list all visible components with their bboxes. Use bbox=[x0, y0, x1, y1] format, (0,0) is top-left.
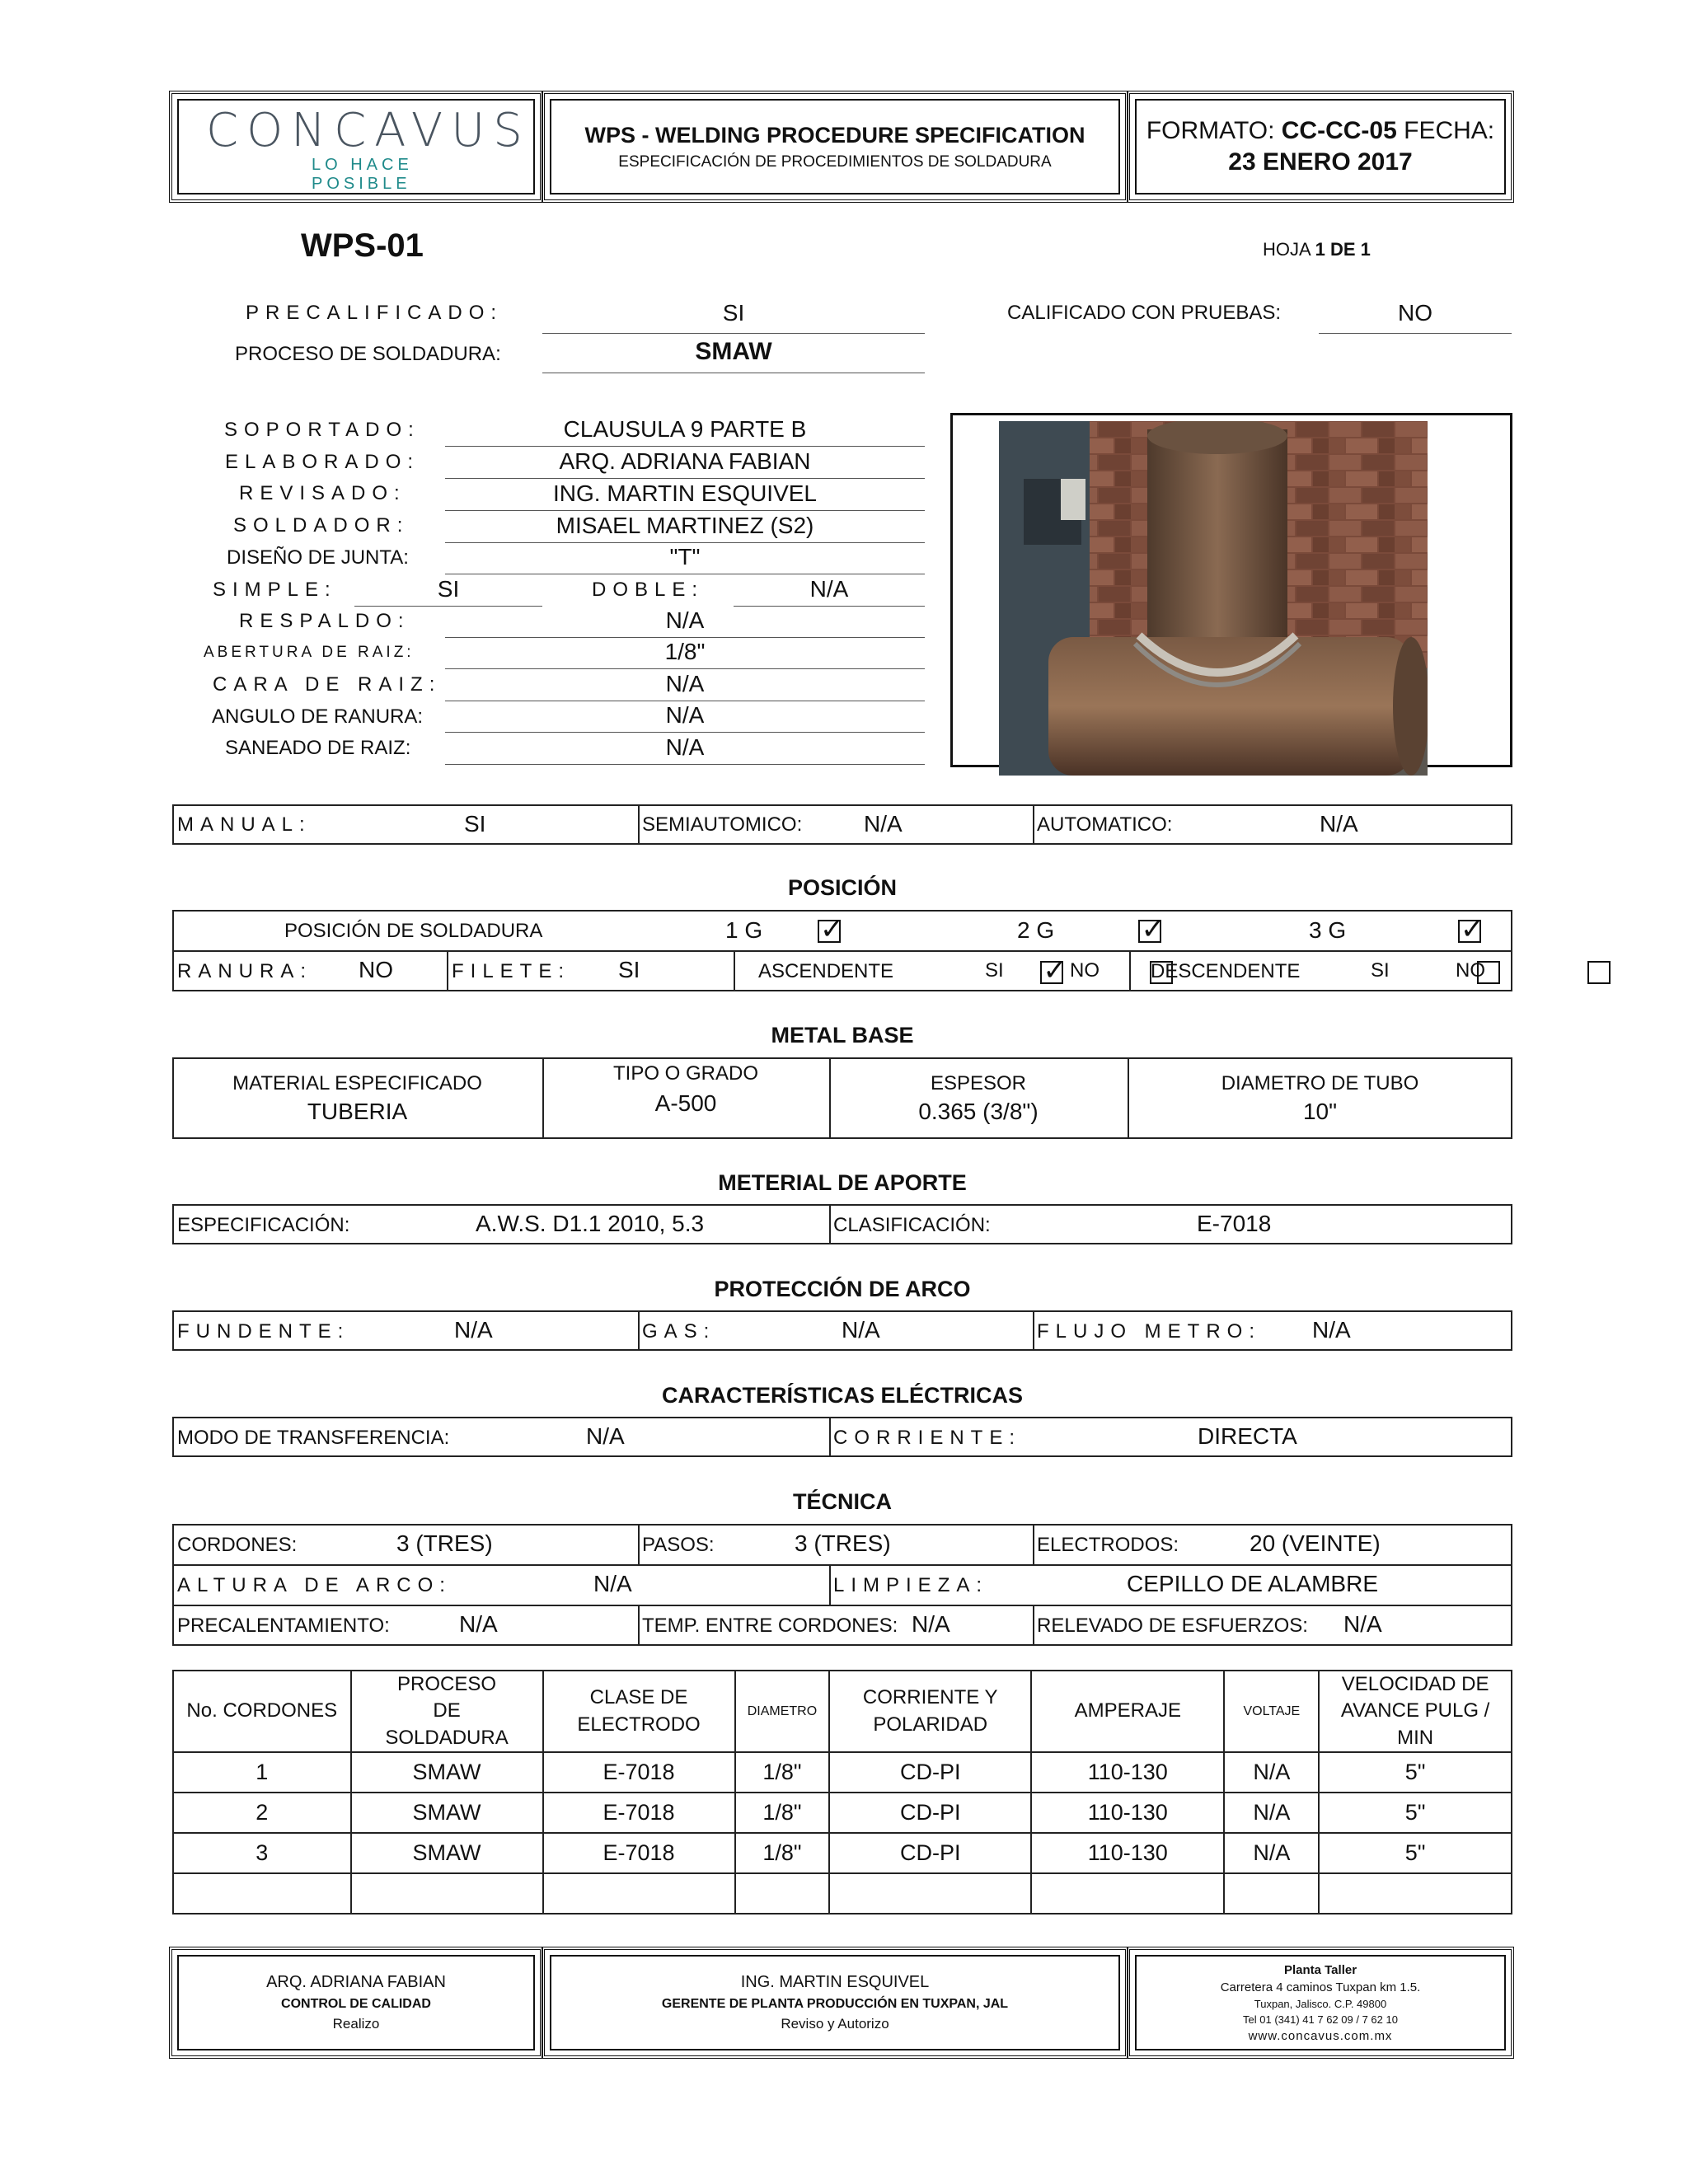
empty-cell bbox=[351, 1873, 543, 1914]
empty-cell bbox=[1224, 1873, 1319, 1914]
pass-corriente: CD-PI bbox=[829, 1793, 1031, 1833]
precalentamiento-label: PRECALENTAMIENTO: bbox=[177, 1615, 390, 1637]
wps-code: WPS-01 bbox=[301, 227, 424, 264]
saneado-label: SANEADO DE RAIZ: bbox=[225, 737, 411, 759]
diseno-value: "T" bbox=[669, 544, 701, 569]
altura-value: N/A bbox=[593, 1571, 632, 1596]
limpieza-label: LIMPIEZA: bbox=[833, 1574, 989, 1596]
especificacion-label: ESPECIFICACIÓN: bbox=[177, 1214, 350, 1236]
tecnica-row-divider-1 bbox=[172, 1564, 1512, 1566]
header-proceso: PROCESO DE SOLDADURA bbox=[351, 1671, 543, 1752]
pass-diametro: 1/8" bbox=[735, 1793, 830, 1833]
precalificado-label: PRECALIFICADO: bbox=[246, 302, 504, 324]
manual-value: SI bbox=[464, 811, 486, 837]
pass-clase: E-7018 bbox=[543, 1793, 735, 1833]
ranura-value: NO bbox=[359, 957, 393, 982]
header-title-box bbox=[542, 91, 1128, 203]
tecnica-title: TÉCNICA bbox=[793, 1489, 892, 1514]
ranura-label: RANURA: bbox=[177, 960, 313, 982]
pass-velocidad: 5" bbox=[1319, 1793, 1512, 1833]
pos-2g-checkbox[interactable] bbox=[1138, 920, 1161, 943]
tecnica-row-divider-2 bbox=[172, 1605, 1512, 1606]
realizo-action: Realizo bbox=[332, 2016, 380, 2032]
saneado-value: N/A bbox=[665, 734, 705, 760]
flujo-value: N/A bbox=[1312, 1317, 1351, 1343]
doble-label: DOBLE: bbox=[592, 579, 705, 601]
gas-label: GAS: bbox=[642, 1320, 716, 1343]
doble-underline bbox=[734, 606, 925, 607]
descendente-si-label: SI bbox=[1371, 959, 1390, 982]
soportado-underline bbox=[445, 446, 925, 447]
proteccion-title: PROTECCIÓN DE ARCO bbox=[714, 1277, 971, 1301]
empty-cell bbox=[543, 1873, 735, 1914]
material-label: MATERIAL ESPECIFICADO bbox=[232, 1071, 482, 1094]
tipo-cell bbox=[542, 1057, 829, 1139]
revisado-value: ING. MARTIN ESQUIVEL bbox=[553, 480, 817, 506]
pass-amperaje: 110-130 bbox=[1031, 1752, 1224, 1793]
address-title: Planta Taller bbox=[1283, 1962, 1357, 1977]
pos-3g-label: 3 G bbox=[1309, 917, 1347, 943]
soldador-label: SOLDADOR: bbox=[233, 514, 410, 537]
autorizo-name: ING. MARTIN ESQUIVEL bbox=[740, 1973, 930, 1991]
pass-voltaje: N/A bbox=[1224, 1833, 1319, 1873]
pass-velocidad: 5" bbox=[1319, 1752, 1512, 1793]
descendente-no-checkbox[interactable] bbox=[1587, 961, 1611, 984]
ascendente-si-checkbox[interactable] bbox=[1040, 961, 1063, 984]
abertura-value: 1/8" bbox=[664, 639, 706, 664]
especificacion-value: A.W.S. D1.1 2010, 5.3 bbox=[476, 1211, 705, 1236]
respaldo-label: RESPALDO: bbox=[239, 610, 410, 632]
page-subtitle: ESPECIFICACIÓN DE PROCEDIMIENTOS DE SOLDADURA bbox=[618, 152, 1052, 171]
electrodos-label: ELECTRODOS: bbox=[1037, 1534, 1179, 1556]
fundente-label: FUNDENTE: bbox=[177, 1320, 350, 1343]
limpieza-value: CEPILLO DE ALAMBRE bbox=[1127, 1571, 1379, 1596]
fundente-value: N/A bbox=[454, 1317, 493, 1343]
pos-divider-1 bbox=[447, 950, 448, 991]
pass-amperaje: 110-130 bbox=[1031, 1793, 1224, 1833]
posicion-title: POSICIÓN bbox=[787, 875, 898, 900]
passes-header-row bbox=[173, 1671, 1512, 1752]
pass-voltaje: N/A bbox=[1224, 1793, 1319, 1833]
header-format-box bbox=[1127, 91, 1514, 203]
fecha-value: 23 ENERO 2017 bbox=[1228, 148, 1413, 176]
empty-table-row bbox=[173, 1873, 1512, 1914]
autorizo-role: GERENTE DE PLANTA PRODUCCIÓN EN TUXPAN, JAL bbox=[661, 1997, 1009, 2011]
mode-divider-1 bbox=[638, 804, 640, 845]
aporte-divider bbox=[829, 1204, 831, 1244]
pass-diametro: 1/8" bbox=[735, 1833, 830, 1873]
fecha-label: FECHA: bbox=[1404, 117, 1495, 144]
flujo-label: FLUJO METRO: bbox=[1037, 1320, 1262, 1343]
elaborado-underline bbox=[445, 478, 925, 479]
pass-clase: E-7018 bbox=[543, 1752, 735, 1793]
diametro-value: 10" bbox=[1302, 1098, 1338, 1124]
pass-corriente: CD-PI bbox=[829, 1833, 1031, 1873]
tecnica-r3-divider-1 bbox=[638, 1605, 640, 1646]
pass-proceso: SMAW bbox=[351, 1793, 543, 1833]
posicion-row-divider bbox=[172, 950, 1512, 952]
pos-divider-2 bbox=[734, 950, 735, 991]
elaborado-value: ARQ. ADRIANA FABIAN bbox=[559, 448, 811, 474]
logo-tagline: LO HACE POSIBLE bbox=[312, 156, 413, 193]
address-line-1: Carretera 4 caminos Tuxpan km 1.5. bbox=[1220, 1980, 1421, 1994]
pasos-value: 3 (TRES) bbox=[795, 1530, 891, 1556]
angulo-label: ANGULO DE RANURA: bbox=[212, 705, 424, 728]
electricas-title: CARACTERÍSTICAS ELÉCTRICAS bbox=[661, 1383, 1023, 1408]
altura-label: ALTURA DE ARCO: bbox=[177, 1574, 452, 1596]
pos-divider-3 bbox=[1129, 950, 1131, 991]
soldador-value: MISAEL MARTINEZ (S2) bbox=[556, 513, 814, 538]
diametro-cell bbox=[1128, 1057, 1512, 1139]
hoja-number: 1 DE 1 bbox=[1315, 239, 1371, 260]
revisado-underline bbox=[445, 510, 925, 511]
pass-number: 1 bbox=[173, 1752, 351, 1793]
ascendente-no-label: NO bbox=[1070, 959, 1100, 982]
cara-label: CARA DE RAIZ: bbox=[213, 673, 442, 696]
metal-base-title: METAL BASE bbox=[771, 1023, 914, 1047]
pass-proceso: SMAW bbox=[351, 1833, 543, 1873]
tipo-label: TIPO O GRADO bbox=[612, 1062, 758, 1085]
header-corriente: CORRIENTE Y POLARIDAD bbox=[829, 1671, 1031, 1752]
corriente-value: DIRECTA bbox=[1198, 1423, 1297, 1449]
pos-1g-label: 1 G bbox=[725, 917, 763, 943]
simple-label: SIMPLE: bbox=[213, 579, 337, 601]
tecnica-r1-divider-1 bbox=[638, 1524, 640, 1564]
mode-divider-2 bbox=[1033, 804, 1034, 845]
header-amperaje: AMPERAJE bbox=[1031, 1671, 1224, 1752]
simple-value: SI bbox=[437, 576, 460, 602]
elaborado-label: ELABORADO: bbox=[225, 451, 420, 473]
proceso-label: PROCESO DE SOLDADURA: bbox=[235, 343, 501, 365]
autorizo-action: Reviso y Autorizo bbox=[781, 2016, 889, 2032]
address-line-3: Tel 01 (341) 41 7 62 09 / 7 62 10 bbox=[1243, 2013, 1398, 2026]
website-link[interactable]: www.concavus.com.mx bbox=[1248, 2028, 1393, 2043]
gas-value: N/A bbox=[842, 1317, 880, 1343]
modo-value: N/A bbox=[586, 1423, 625, 1449]
calificado-label: CALIFICADO CON PRUEBAS: bbox=[1007, 302, 1282, 324]
pos-1g-checkbox[interactable] bbox=[818, 920, 841, 943]
table-row bbox=[173, 1793, 1512, 1833]
clasificacion-label: CLASIFICACIÓN: bbox=[833, 1214, 991, 1236]
relevado-label: RELEVADO DE ESFUERZOS: bbox=[1037, 1615, 1308, 1637]
tecnica-r1-divider-2 bbox=[1033, 1524, 1034, 1564]
temp-value: N/A bbox=[912, 1611, 950, 1637]
temp-label: TEMP. ENTRE CORDONES: bbox=[642, 1615, 898, 1637]
proteccion-divider-2 bbox=[1033, 1310, 1034, 1351]
respaldo-underline bbox=[445, 637, 925, 638]
aporte-title: METERIAL DE APORTE bbox=[718, 1170, 967, 1195]
header-voltaje: VOLTAJE bbox=[1224, 1671, 1319, 1752]
empty-cell bbox=[173, 1873, 351, 1914]
pass-corriente: CD-PI bbox=[829, 1752, 1031, 1793]
ascendente-label: ASCENDENTE bbox=[758, 960, 894, 982]
revisado-label: REVISADO: bbox=[239, 482, 406, 504]
footer-realizo-box bbox=[169, 1947, 543, 2059]
electrodos-value: 20 (VEINTE) bbox=[1250, 1530, 1381, 1556]
auto-value: N/A bbox=[1320, 811, 1358, 837]
formato-label: FORMATO: bbox=[1146, 117, 1275, 144]
realizo-role: CONTROL DE CALIDAD bbox=[281, 1997, 431, 2011]
espesor-label: ESPESOR bbox=[930, 1071, 1027, 1094]
empty-cell bbox=[829, 1873, 1031, 1914]
header-diametro: DIAMETRO bbox=[735, 1671, 830, 1752]
page-title: WPS - WELDING PROCEDURE SPECIFICATION bbox=[584, 122, 1085, 148]
espesor-value: 0.365 (3/8") bbox=[918, 1098, 1039, 1124]
header-no-cordones: No. CORDONES bbox=[173, 1671, 351, 1752]
calificado-value: NO bbox=[1398, 300, 1432, 326]
manual-label: MANUAL: bbox=[177, 813, 312, 836]
precalificado-underline bbox=[542, 333, 925, 334]
cordones-value: 3 (TRES) bbox=[396, 1530, 493, 1556]
pass-voltaje: N/A bbox=[1224, 1752, 1319, 1793]
pass-number: 3 bbox=[173, 1833, 351, 1873]
pos-2g-label: 2 G bbox=[1017, 917, 1055, 943]
auto-label: AUTOMATICO: bbox=[1037, 813, 1173, 836]
cara-value: N/A bbox=[665, 671, 705, 696]
abertura-underline bbox=[445, 668, 925, 669]
filete-value: SI bbox=[618, 957, 640, 982]
clasificacion-value: E-7018 bbox=[1197, 1211, 1272, 1236]
angulo-underline bbox=[445, 732, 925, 733]
pass-velocidad: 5" bbox=[1319, 1833, 1512, 1873]
empty-cell bbox=[1031, 1873, 1224, 1914]
abertura-label: ABERTURA DE RAIZ: bbox=[204, 644, 415, 661]
semiauto-label: SEMIAUTOMICO: bbox=[642, 813, 803, 836]
relevado-value: N/A bbox=[1343, 1611, 1382, 1637]
respaldo-value: N/A bbox=[665, 607, 705, 633]
calificado-underline bbox=[1319, 333, 1512, 334]
modo-label: MODO DE TRANSFERENCIA: bbox=[177, 1427, 450, 1449]
address-line-2: Tuxpan, Jalisco. C.P. 49800 bbox=[1254, 1997, 1387, 2010]
header-clase: CLASE DE ELECTRODO bbox=[543, 1671, 735, 1752]
pass-diametro: 1/8" bbox=[735, 1752, 830, 1793]
hoja-label: HOJA bbox=[1263, 239, 1311, 260]
footer-autorizo-box bbox=[542, 1947, 1128, 2059]
precalificado-value: SI bbox=[722, 300, 745, 326]
hoja-indicator bbox=[1263, 239, 1371, 260]
footer-address-box bbox=[1127, 1947, 1514, 2059]
proceso-value: SMAW bbox=[695, 338, 772, 365]
descendente-no-label: NO bbox=[1456, 959, 1485, 982]
posicion-label: POSICIÓN DE SOLDADURA bbox=[284, 920, 543, 942]
empty-cell bbox=[1319, 1873, 1512, 1914]
formato-value: CC-CC-05 bbox=[1281, 117, 1397, 144]
header-velocidad: VELOCIDAD DE AVANCE PULG / MIN bbox=[1319, 1671, 1512, 1752]
semiauto-value: N/A bbox=[864, 811, 903, 837]
tipo-value: A-500 bbox=[654, 1090, 717, 1116]
corriente-label: CORRIENTE: bbox=[833, 1427, 1022, 1449]
cordones-label: CORDONES: bbox=[177, 1534, 298, 1556]
joint-photo bbox=[999, 421, 1428, 776]
doble-value: N/A bbox=[809, 576, 849, 602]
table-row bbox=[173, 1752, 1512, 1793]
company-logo bbox=[206, 104, 531, 193]
descendente-label: DESCENDENTE bbox=[1151, 960, 1301, 982]
ascendente-si-label: SI bbox=[985, 959, 1004, 982]
table-row bbox=[173, 1833, 1512, 1873]
pos-3g-checkbox[interactable] bbox=[1458, 920, 1481, 943]
angulo-value: N/A bbox=[665, 702, 705, 728]
pasos-label: PASOS: bbox=[642, 1534, 715, 1556]
soportado-value: CLAUSULA 9 PARTE B bbox=[563, 416, 807, 442]
filete-label: FILETE: bbox=[452, 960, 571, 982]
tecnica-r3-divider-2 bbox=[1033, 1605, 1034, 1646]
material-cell bbox=[172, 1057, 542, 1139]
electricas-divider bbox=[829, 1417, 831, 1457]
saneado-underline bbox=[445, 764, 925, 765]
passes-table bbox=[172, 1670, 1512, 1915]
empty-cell bbox=[735, 1873, 830, 1914]
logo-text: CONCAVUS bbox=[206, 104, 531, 157]
diseno-label: DISEÑO DE JUNTA: bbox=[227, 546, 409, 569]
pass-number: 2 bbox=[173, 1793, 351, 1833]
pass-proceso: SMAW bbox=[351, 1752, 543, 1793]
realizo-name: ARQ. ADRIANA FABIAN bbox=[266, 1973, 446, 1991]
soportado-label: SOPORTADO: bbox=[224, 419, 420, 441]
diametro-label: DIAMETRO DE TUBO bbox=[1221, 1071, 1419, 1094]
proteccion-divider-1 bbox=[638, 1310, 640, 1351]
material-value: TUBERIA bbox=[307, 1098, 408, 1124]
soldador-underline bbox=[445, 542, 925, 543]
precalentamiento-value: N/A bbox=[459, 1611, 498, 1637]
pass-clase: E-7018 bbox=[543, 1833, 735, 1873]
espesor-cell bbox=[829, 1057, 1128, 1139]
mode-row bbox=[172, 804, 1512, 845]
tecnica-r2-divider bbox=[829, 1564, 831, 1605]
simple-underline bbox=[354, 606, 542, 607]
pass-amperaje: 110-130 bbox=[1031, 1833, 1224, 1873]
